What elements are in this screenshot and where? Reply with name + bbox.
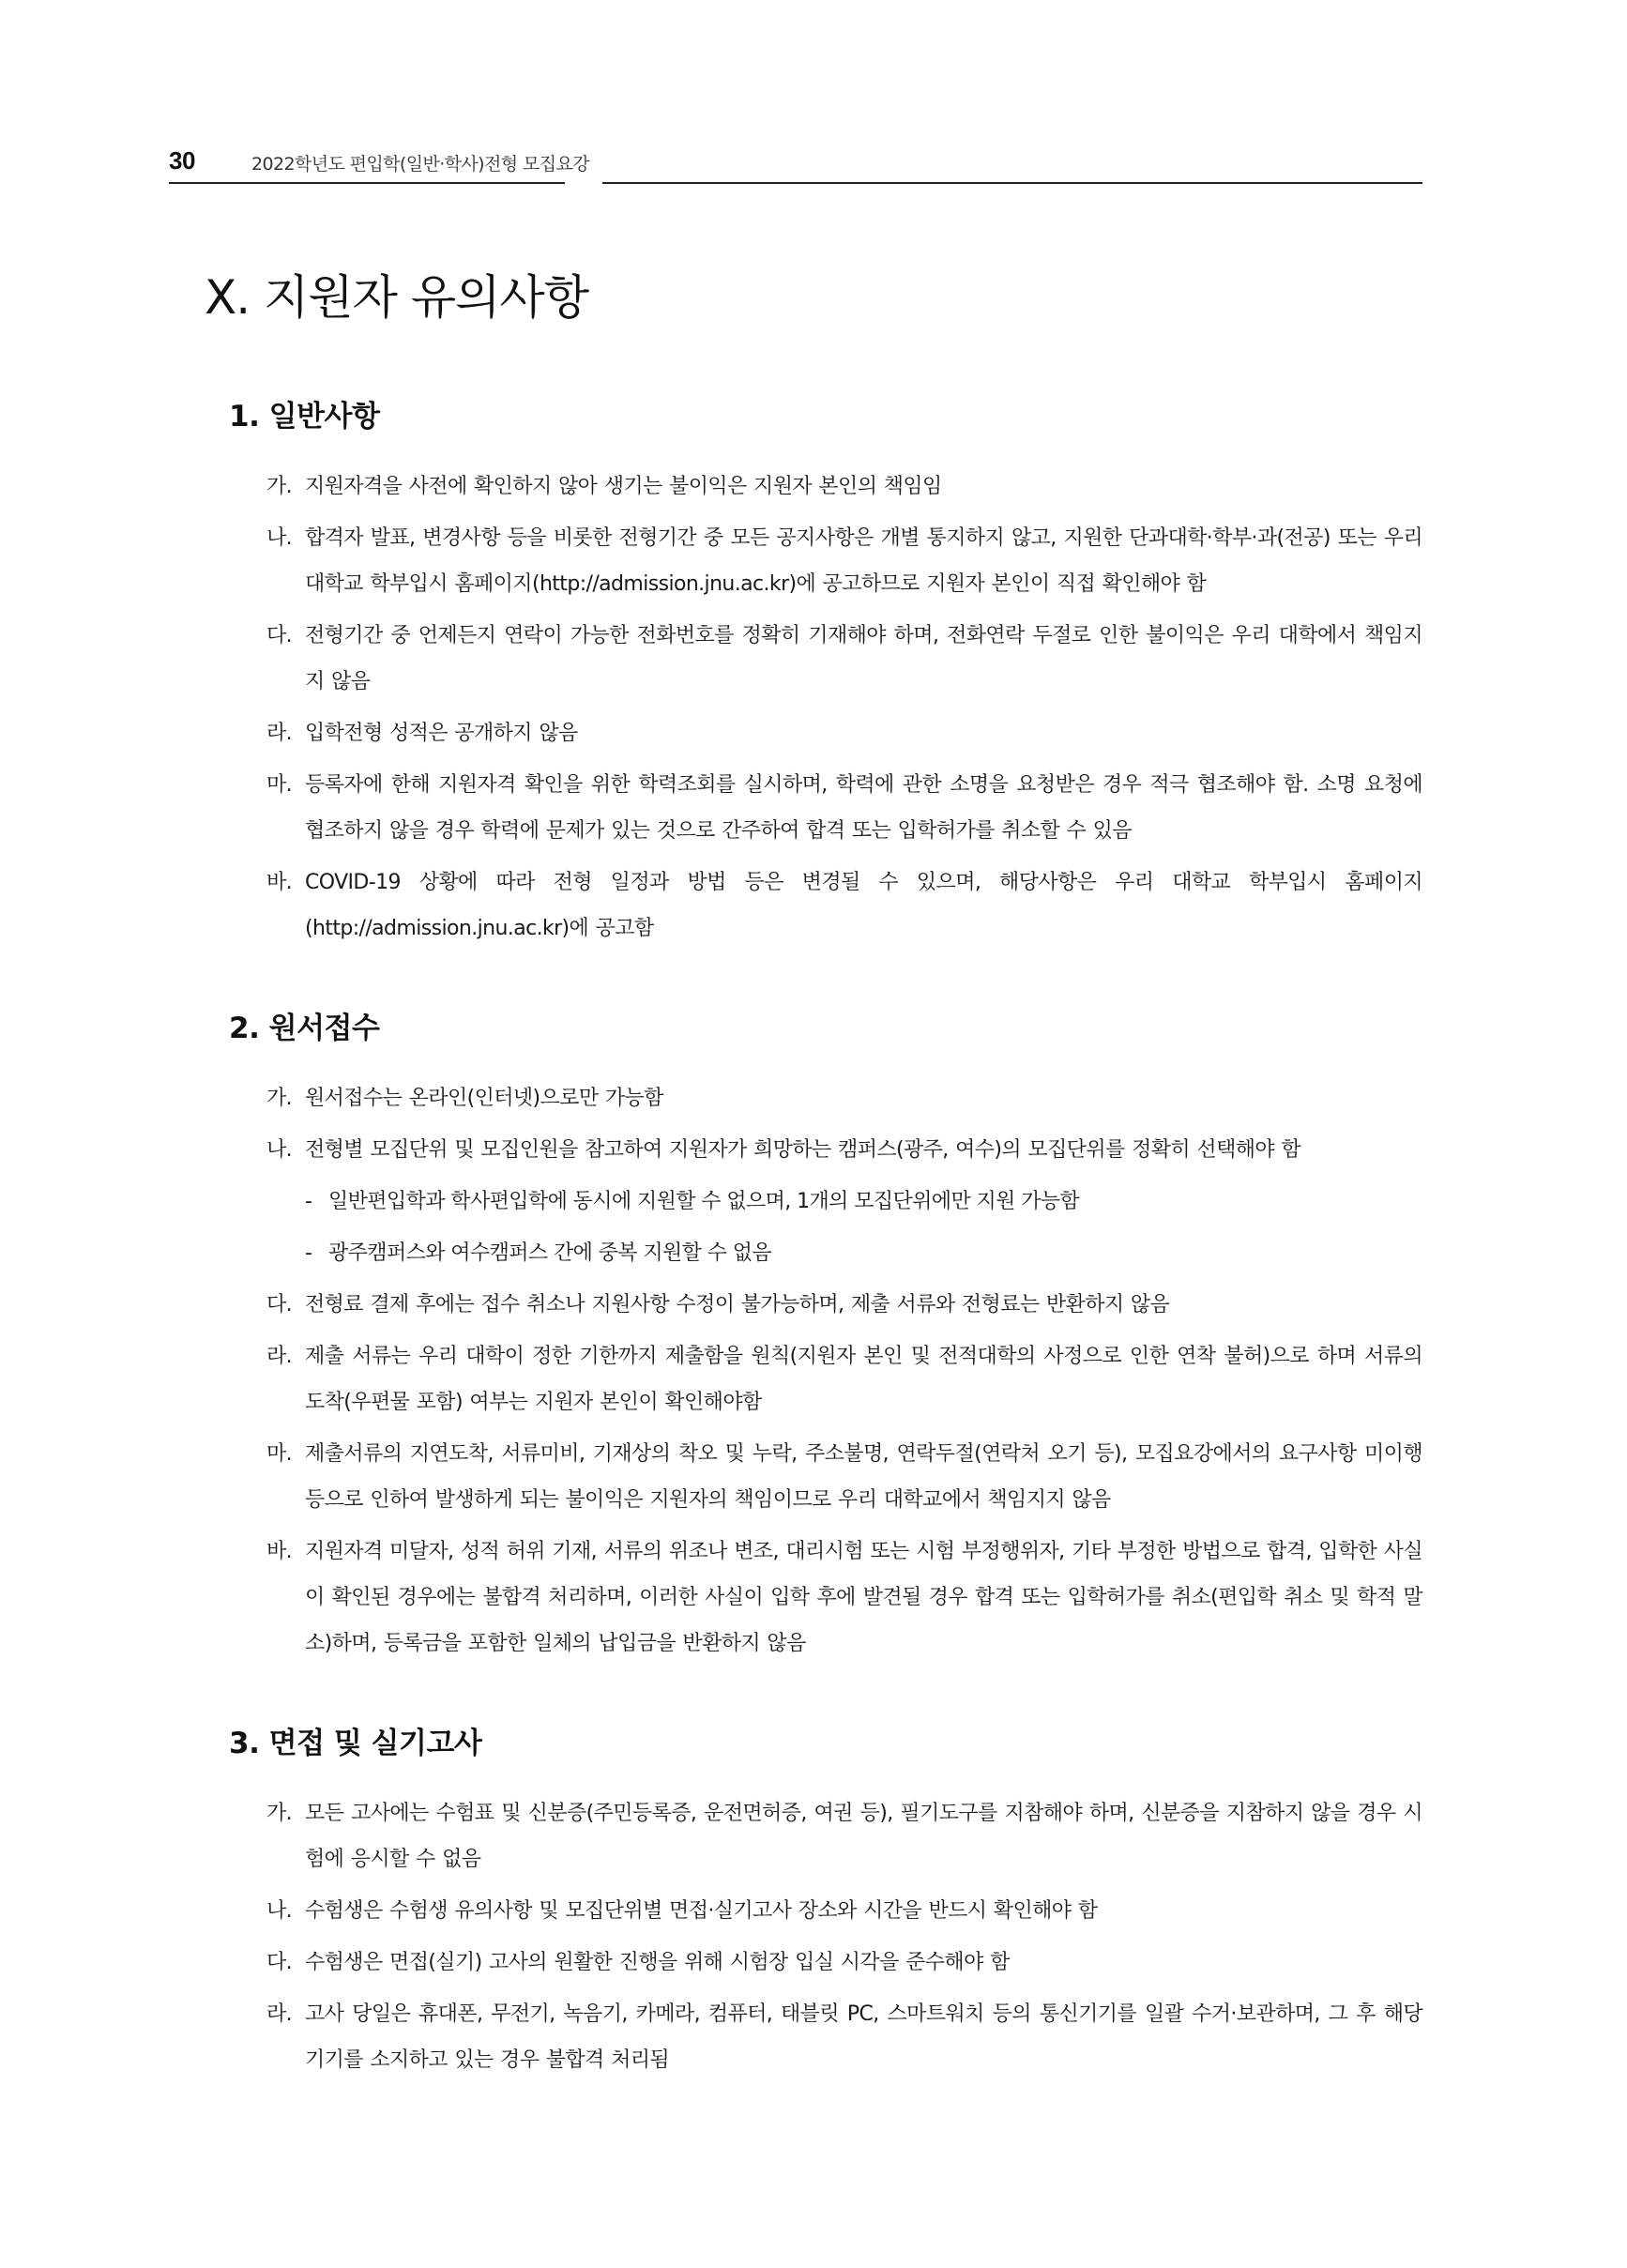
item-marker: 가. <box>266 1802 293 1825</box>
item-text: 수험생은 수험생 유의사항 및 모집단위별 면접·실기고사 장소와 시간을 반드시 확인해야 함 <box>305 1899 1098 1923</box>
item-marker: 다. <box>266 624 293 647</box>
item-text: 제출서류의 지연도착, 서류미비, 기재상의 착오 및 누락, 주소불명, 연락두절(연락처 오기 등), 모집요강에서의 요구사항 미이행 등으로 인하여 발생하게 되는 불이익은 지원자의 책임이므로 우리 대학교에서 책임지지 않음 <box>305 1442 1422 1512</box>
section-interview-exam <box>205 1723 1422 2083</box>
item-marker: 바. <box>266 1540 293 1563</box>
item-list <box>205 464 1422 951</box>
section-title: 1. 일반사항 <box>229 400 380 434</box>
list-item <box>266 1529 1422 1667</box>
item-text: 합격자 발표, 변경사항 등을 비롯한 전형기간 중 모든 공지사항은 개별 통지하지 않고, 지원한 단과대학·학부·과(전공) 또는 우리 대학교 학부입시 홈페이지(http://admission.jnu.ac.kr)에 공고하므로 지원자 본인이 직접 확인해야 함 <box>305 526 1422 596</box>
list-item <box>266 1127 1422 1173</box>
item-text: 전형별 모집단위 및 모집인원을 참고하여 지원자가 희망하는 캠퍼스(광주, 여수)의 모집단위를 정확히 선택해야 함 <box>305 1138 1301 1162</box>
list-item <box>266 1790 1422 1882</box>
section-application <box>205 1008 1422 1667</box>
item-marker: 나. <box>266 1138 293 1162</box>
list-item <box>266 762 1422 854</box>
sub-item-text: 일반편입학과 학사편입학에 동시에 지원할 수 없으며, 1개의 모집단위에만 지원 가능함 <box>328 1190 1080 1213</box>
list-item <box>266 613 1422 705</box>
list-item <box>266 1940 1422 1986</box>
section-title: 2. 원서접수 <box>229 1012 380 1045</box>
sub-item-text: 광주캠퍼스와 여수캠퍼스 간에 중복 지원할 수 없음 <box>328 1241 772 1265</box>
item-text: 지원자격 미달자, 성적 허위 기재, 서류의 위조나 변조, 대리시험 또는 시험 부정행위자, 기타 부정한 방법으로 합격, 입학한 사실이 확인된 경우에는 불합격 처리하며, 이러한 사실이 입학 후에 발견될 경우 합격 또는 입학허가를 취소(편입학 취소 및 학적 말소)하며, 등록금을 포함한 일체의 납입금을 반환하지 않음 <box>305 1540 1422 1655</box>
item-marker: 나. <box>266 1899 293 1923</box>
sub-list-item <box>266 1230 1422 1276</box>
item-text: 등록자에 한해 지원자격 확인을 위한 학력조회를 실시하며, 학력에 관한 소명을 요청받은 경우 적극 협조해야 함. 소명 요청에 협조하지 않을 경우 학력에 문제가 있는 것으로 간주하여 합격 또는 입학허가를 취소할 수 있음 <box>305 773 1422 843</box>
sub-list-item <box>266 1179 1422 1225</box>
item-marker: 라. <box>266 722 293 745</box>
item-text: 수험생은 면접(실기) 고사의 원활한 진행을 위해 시험장 입실 시각을 준수해야 함 <box>305 1951 1010 1974</box>
list-item <box>266 1431 1422 1523</box>
item-text: 입학전형 성적은 공개하지 않음 <box>305 722 578 745</box>
list-item <box>266 1333 1422 1425</box>
header-rule-right <box>602 182 1422 184</box>
item-marker: 라. <box>266 2002 293 2026</box>
item-marker: 가. <box>266 475 293 498</box>
chapter-title: Ⅹ. 지원자 유의사항 <box>205 270 589 325</box>
item-text: 고사 당일은 휴대폰, 무전기, 녹음기, 카메라, 컴퓨터, 태블릿 PC, 스마트워치 등의 통신기기를 일괄 수거·보관하며, 그 후 해당 기기를 소지하고 있는 경우 불합격 처리됨 <box>305 2002 1422 2072</box>
item-marker: 나. <box>266 526 293 550</box>
item-text: COVID-19 상황에 따라 전형 일정과 방법 등은 변경될 수 있으며, 해당사항은 우리 대학교 학부입시 홈페이지(http://admission.jnu.ac.kr)에 공고함 <box>305 871 1422 940</box>
list-item <box>266 710 1422 756</box>
section-title: 3. 면접 및 실기고사 <box>229 1727 482 1760</box>
page-content <box>205 265 1422 2139</box>
list-item <box>266 1991 1422 2083</box>
page-header <box>169 141 1422 188</box>
list-item <box>266 860 1422 951</box>
item-marker: 바. <box>266 871 293 894</box>
item-list <box>205 1075 1422 1667</box>
item-text: 제출 서류는 우리 대학이 정한 기한까지 제출함을 원칙(지원자 본인 및 전적대학의 사정으로 인한 연착 불허)으로 하며 서류의 도착(우편물 포함) 여부는 지원자 본인이 확인해야함 <box>305 1345 1422 1414</box>
header-rule-left <box>169 182 565 184</box>
item-marker: 다. <box>266 1951 293 1974</box>
item-text: 모든 고사에는 수험표 및 신분증(주민등록증, 운전면허증, 여권 등), 필기도구를 지참해야 하며, 신분증을 지참하지 않을 경우 시험에 응시할 수 없음 <box>305 1802 1422 1871</box>
item-marker: 마. <box>266 1442 293 1466</box>
sub-item-marker: - <box>305 1241 312 1265</box>
item-marker: 가. <box>266 1087 293 1110</box>
item-list <box>205 1790 1422 2083</box>
list-item <box>266 1282 1422 1328</box>
page-number: 30 <box>169 146 195 175</box>
item-text: 전형기간 중 언제든지 연락이 가능한 전화번호를 정확히 기재해야 하며, 전화연락 두절로 인한 불이익은 우리 대학에서 책임지지 않음 <box>305 624 1422 693</box>
list-item <box>266 1075 1422 1121</box>
item-marker: 다. <box>266 1293 293 1317</box>
list-item <box>266 464 1422 510</box>
item-marker: 마. <box>266 773 293 797</box>
item-text: 전형료 결제 후에는 접수 취소나 지원사항 수정이 불가능하며, 제출 서류와 전형료는 반환하지 않음 <box>305 1293 1170 1317</box>
list-item <box>266 515 1422 607</box>
item-marker: 라. <box>266 1345 293 1368</box>
item-text: 지원자격을 사전에 확인하지 않아 생기는 불이익은 지원자 본인의 책임임 <box>305 475 942 498</box>
list-item <box>266 1888 1422 1934</box>
running-title: 2022학년도 편입학(일반·학사)전형 모집요강 <box>251 154 589 175</box>
item-text: 원서접수는 온라인(인터넷)으로만 가능함 <box>305 1087 663 1110</box>
sub-item-marker: - <box>305 1190 312 1213</box>
section-general <box>205 396 1422 951</box>
